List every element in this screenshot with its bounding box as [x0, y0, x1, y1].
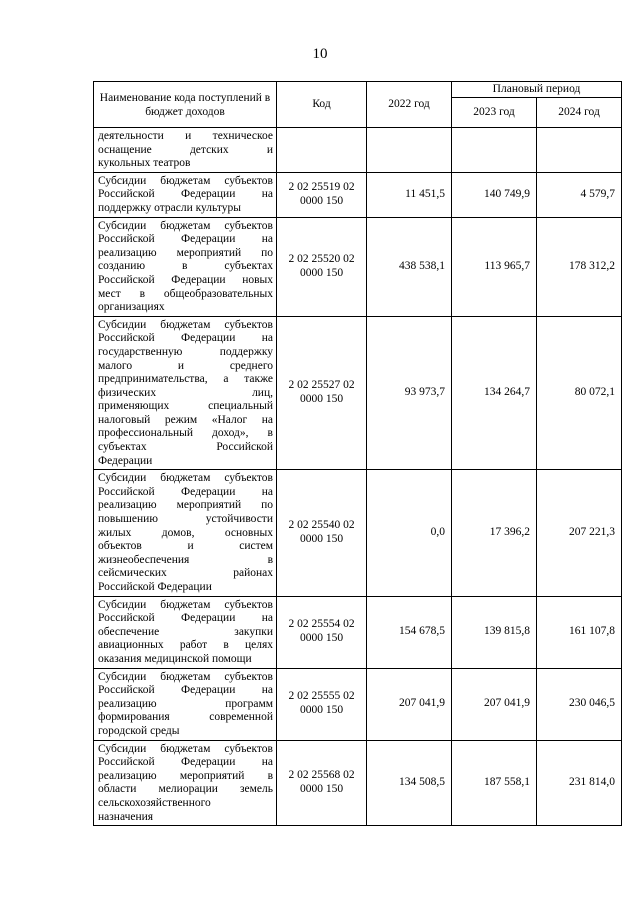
revenue-code-cell: 2 02 25527 02 0000 150 [277, 316, 367, 470]
table-row [94, 316, 622, 470]
revenue-name-line: Субсидии бюджетам субъектов [98, 598, 273, 611]
revenue-name-line: городской среды [98, 724, 180, 737]
value-2022-cell [367, 128, 452, 173]
header-code: Код [277, 82, 367, 128]
revenue-name-cell [94, 740, 277, 826]
value-2023-cell: 187 558,1 [452, 740, 537, 826]
revenue-name-line: жизнеобеспечения в [98, 553, 273, 566]
revenue-name-cell [94, 668, 277, 740]
page-number: 10 [312, 46, 328, 62]
revenue-name-line: реализацию мероприятий по [98, 246, 273, 259]
revenue-name-line: организациях [98, 301, 165, 314]
table-row [94, 740, 622, 826]
revenue-name-line: сейсмических районах [98, 567, 273, 580]
value-2022-cell: 154 678,5 [367, 596, 452, 668]
revenue-name-line: Российской Федерации на [98, 332, 273, 345]
value-2022-cell: 0,0 [367, 470, 452, 596]
revenue-name-line: государственную поддержку [98, 345, 273, 358]
value-2024-cell: 230 046,5 [537, 668, 622, 740]
revenue-name-line: Субсидии бюджетам субъектов [98, 318, 273, 331]
value-2024-cell: 231 814,0 [537, 740, 622, 826]
revenue-name-line: Субсидии бюджетам субъектов [98, 472, 273, 485]
revenue-name-line: субъектах Российской [98, 441, 273, 454]
revenue-code-cell: 2 02 25568 02 0000 150 [277, 740, 367, 826]
value-2023-cell: 139 815,8 [452, 596, 537, 668]
revenue-code-cell [277, 128, 367, 173]
revenue-name-line: назначения [98, 810, 154, 823]
value-2022-cell: 11 451,5 [367, 172, 452, 217]
revenue-name-line: Субсидии бюджетам субъектов [98, 742, 273, 755]
value-2023-cell: 134 264,7 [452, 316, 537, 470]
header-2023: 2023 год [452, 98, 537, 128]
value-2024-cell: 80 072,1 [537, 316, 622, 470]
value-2024-cell [537, 128, 622, 173]
revenue-name-cell [94, 128, 277, 173]
revenue-name-line: Российской Федерации новых [98, 273, 273, 286]
revenue-name-line: Российской Федерации на [98, 756, 273, 769]
revenue-name-line: созданию в субъектах [98, 260, 273, 273]
revenue-name-line: Федерации [98, 454, 153, 467]
value-2023-cell [452, 128, 537, 173]
revenue-name-line: физических лиц, [98, 386, 273, 399]
revenue-name-line: Российской Федерации на [98, 684, 273, 697]
revenue-name-cell [94, 470, 277, 596]
revenue-name-line: малого и среднего [98, 359, 273, 372]
revenue-name-line: объектов и систем [98, 540, 273, 553]
revenue-name-line: деятельности и техническое [98, 130, 273, 142]
revenue-code-cell: 2 02 25520 02 0000 150 [277, 217, 367, 316]
header-2022: 2022 год [367, 82, 452, 128]
revenue-code-cell: 2 02 25519 02 0000 150 [277, 172, 367, 217]
revenue-name-line: поддержку отрасли культуры [98, 201, 241, 214]
header-plan-period: Плановый период [452, 82, 622, 98]
revenue-name-line: реализацию мероприятий по [98, 499, 273, 512]
revenue-name-line: применяющих специальный [98, 400, 273, 413]
table-row [94, 217, 622, 316]
revenue-code-cell: 2 02 25540 02 0000 150 [277, 470, 367, 596]
revenue-name-line: Субсидии бюджетам субъектов [98, 219, 273, 232]
value-2024-cell: 207 221,3 [537, 470, 622, 596]
revenue-name-line: профессиональный доход», в [98, 427, 273, 440]
revenue-name-cell [94, 172, 277, 217]
value-2024-cell: 178 312,2 [537, 217, 622, 316]
table-row [94, 172, 622, 217]
revenue-name-line: Российской Федерации на [98, 188, 273, 201]
revenue-name-cell [94, 316, 277, 470]
revenue-name-line: Субсидии бюджетам субъектов [98, 670, 273, 683]
revenue-name-line: кукольных театров [98, 157, 191, 170]
header-2024: 2024 год [537, 98, 622, 128]
revenue-name-line: Российской Федерации на [98, 612, 273, 625]
table-row [94, 596, 622, 668]
revenue-code-cell: 2 02 25554 02 0000 150 [277, 596, 367, 668]
revenue-name-line: формирования современной [98, 711, 273, 724]
table-row [94, 470, 622, 596]
value-2023-cell: 207 041,9 [452, 668, 537, 740]
revenue-name-line: реализацию программ [98, 697, 273, 710]
revenue-name-line: налоговый режим «Налог на [98, 413, 273, 426]
table-row [94, 128, 622, 173]
revenue-name-line: авиационных работ в целях [98, 639, 273, 652]
revenue-name-line: сельскохозяйственного [98, 796, 211, 809]
revenue-name-cell [94, 217, 277, 316]
revenue-name-line: Российской Федерации на [98, 233, 273, 246]
value-2022-cell: 438 538,1 [367, 217, 452, 316]
table-row [94, 668, 622, 740]
revenue-name-line: Субсидии бюджетам субъектов [98, 174, 273, 187]
revenue-code-cell: 2 02 25555 02 0000 150 [277, 668, 367, 740]
value-2024-cell: 4 579,7 [537, 172, 622, 217]
revenue-name-line: обеспечение закупки [98, 625, 273, 638]
revenue-name-line: Российской Федерации [98, 581, 212, 593]
revenue-table [93, 81, 622, 826]
revenue-name-cell [94, 596, 277, 668]
value-2023-cell: 17 396,2 [452, 470, 537, 596]
value-2023-cell: 140 749,9 [452, 172, 537, 217]
value-2023-cell: 113 965,7 [452, 217, 537, 316]
revenue-name-line: оказания медицинской помощи [98, 652, 252, 665]
revenue-name-line: оснащение детских и [98, 143, 273, 156]
value-2022-cell: 134 508,5 [367, 740, 452, 826]
value-2024-cell: 161 107,8 [537, 596, 622, 668]
revenue-name-line: предпринимательства, а также [98, 373, 273, 386]
value-2022-cell: 93 973,7 [367, 316, 452, 470]
revenue-name-line: области мелиорации земель [98, 783, 273, 796]
revenue-name-line: жилых домов, основных [98, 526, 273, 539]
revenue-name-line: реализацию мероприятий в [98, 769, 273, 782]
value-2022-cell: 207 041,9 [367, 668, 452, 740]
revenue-name-line: Российской Федерации на [98, 485, 273, 498]
revenue-name-line: мест в общеобразовательных [98, 287, 273, 300]
revenue-name-line: повышению устойчивости [98, 513, 273, 526]
header-name: Наименование кода поступлений в бюджет доходов [94, 82, 277, 128]
